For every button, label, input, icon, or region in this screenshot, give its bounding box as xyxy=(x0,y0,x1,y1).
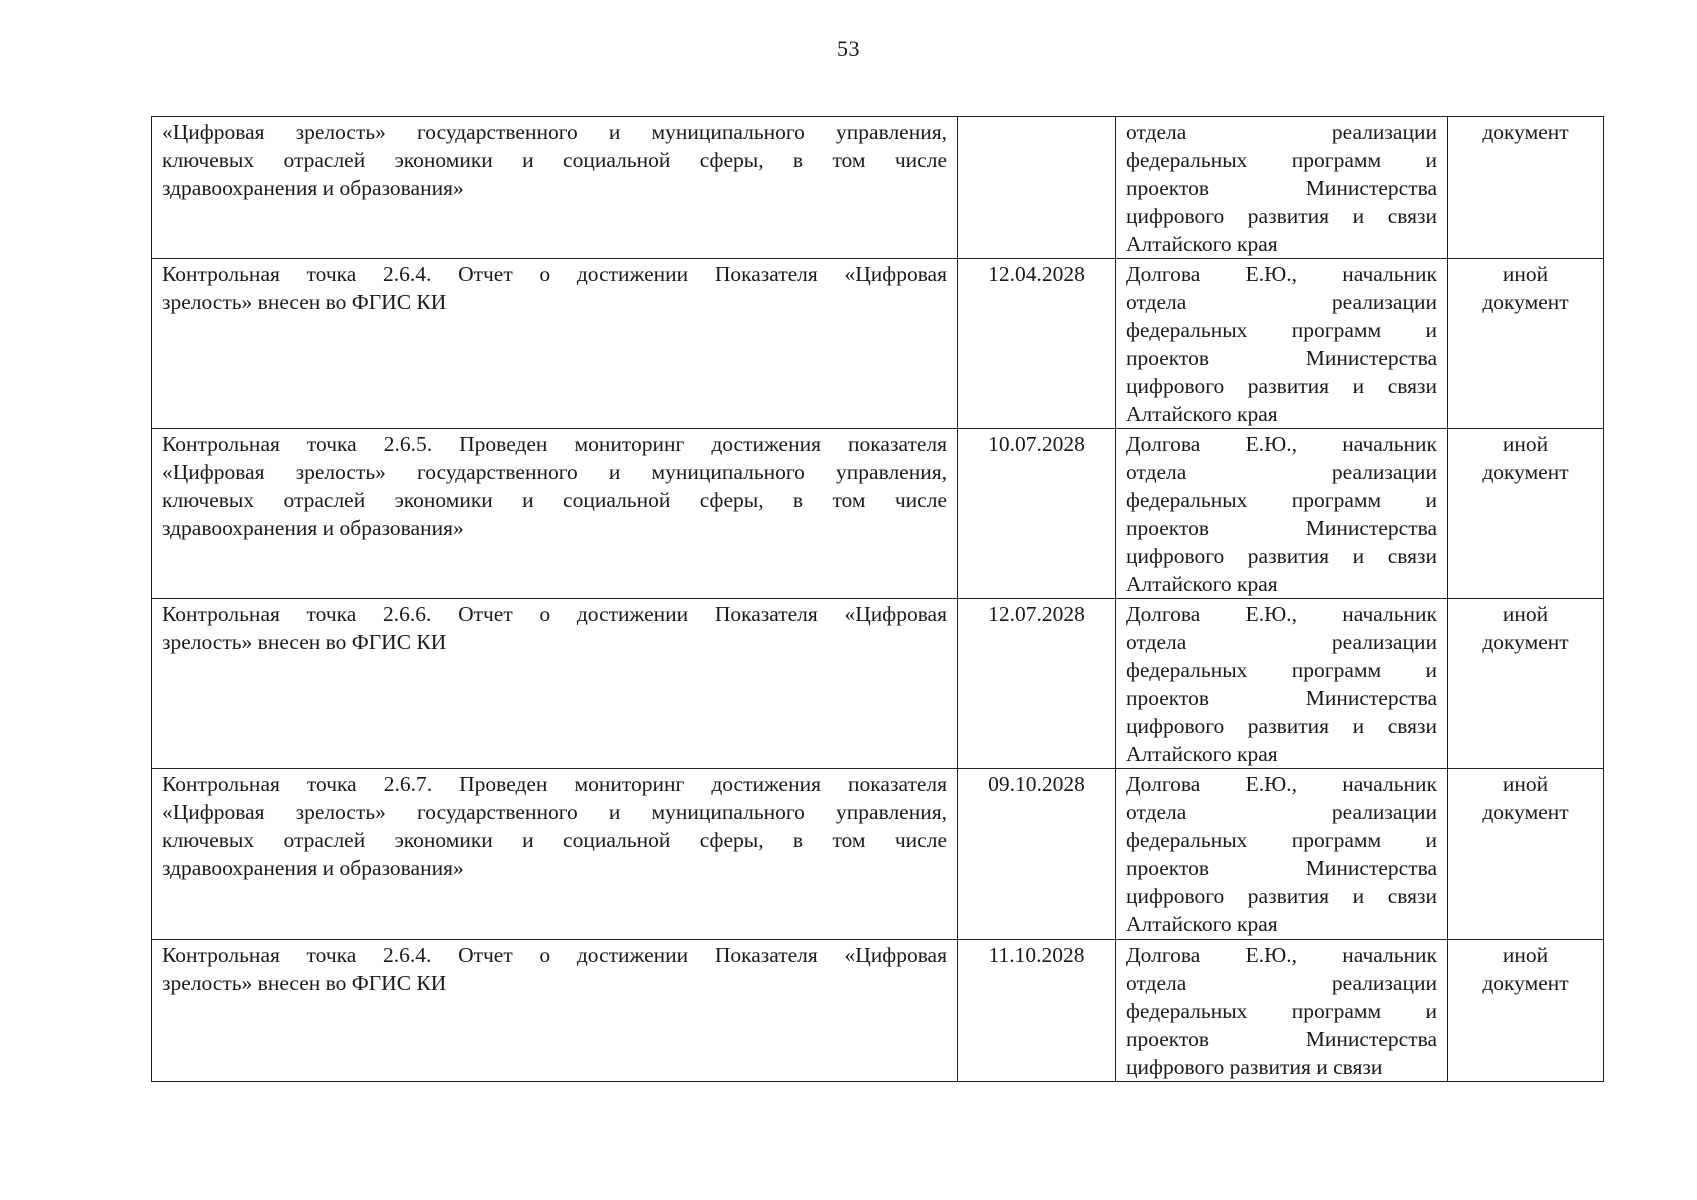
description-line: здравоохранения и образования» xyxy=(162,176,464,200)
document-type-line: документ xyxy=(1482,120,1569,144)
responsible-line: Долгова Е.Ю., начальник xyxy=(1126,602,1437,626)
description-line: зрелость» внесен во ФГИС КИ xyxy=(162,630,447,654)
document-type-line: иной xyxy=(1502,943,1549,967)
responsible-line: цифрового развития и связи xyxy=(1126,204,1437,228)
description-line: «Цифровая зрелость» государственного и муниципального управления, xyxy=(162,120,947,144)
responsible-line: федеральных программ и xyxy=(1126,999,1437,1023)
deadline-date: 09.10.2028 xyxy=(988,772,1085,796)
responsible-line: Алтайского края xyxy=(1126,232,1278,256)
document-type-line: иной xyxy=(1502,772,1549,796)
deadline-cell xyxy=(958,117,1116,259)
document-type-line: документ xyxy=(1482,290,1569,314)
document-type-cell xyxy=(1448,259,1604,429)
responsible-line: федеральных программ и xyxy=(1126,828,1437,852)
page-number: 53 xyxy=(837,36,860,61)
table-row xyxy=(152,259,1604,429)
responsible-line: проектов Министерства xyxy=(1126,1027,1437,1051)
document-type-cell xyxy=(1448,429,1604,599)
table-row xyxy=(152,940,1604,1082)
responsible-cell xyxy=(1116,940,1448,1082)
document-type-line: документ xyxy=(1482,460,1569,484)
responsible-line: федеральных программ и xyxy=(1126,318,1437,342)
responsible-cell xyxy=(1116,769,1448,940)
deadline-cell xyxy=(958,259,1116,429)
description-cell xyxy=(152,769,958,940)
document-type-line: документ xyxy=(1482,630,1569,654)
responsible-line: отдела реализации xyxy=(1126,460,1437,484)
document-type-line: документ xyxy=(1482,971,1569,995)
responsible-line: отдела реализации xyxy=(1126,800,1437,824)
responsible-line: проектов Министерства xyxy=(1126,686,1437,710)
description-line: «Цифровая зрелость» государственного и муниципального управления, xyxy=(162,800,947,824)
responsible-line: отдела реализации xyxy=(1126,630,1437,654)
responsible-line: федеральных программ и xyxy=(1126,148,1437,172)
responsible-line: Алтайского края xyxy=(1126,742,1278,766)
deadline-cell xyxy=(958,940,1116,1082)
document-type-line: иной xyxy=(1502,262,1549,286)
responsible-line: Алтайского края xyxy=(1126,402,1278,426)
description-line: зрелость» внесен во ФГИС КИ xyxy=(162,971,447,995)
responsible-line: отдела реализации xyxy=(1126,290,1437,314)
responsible-line: цифрового развития и связи xyxy=(1126,884,1437,908)
responsible-line: цифрового развития и связи xyxy=(1126,714,1437,738)
table-row xyxy=(152,117,1604,259)
responsible-line: проектов Министерства xyxy=(1126,346,1437,370)
document-type-cell xyxy=(1448,117,1604,259)
description-cell xyxy=(152,259,958,429)
responsible-line: цифрового развития и связи xyxy=(1126,544,1437,568)
responsible-line: федеральных программ и xyxy=(1126,658,1437,682)
description-line: Контрольная точка 2.6.5. Проведен мониторинг достижения показателя xyxy=(162,432,947,456)
deadline-cell xyxy=(958,769,1116,940)
table-body xyxy=(152,117,1604,1082)
description-cell xyxy=(152,940,958,1082)
description-line: Контрольная точка 2.6.4. Отчет о достижении Показателя «Цифровая xyxy=(162,262,947,286)
description-cell xyxy=(152,429,958,599)
responsible-line: Алтайского края xyxy=(1126,572,1278,596)
document-type-cell xyxy=(1448,769,1604,940)
responsible-line: цифрового развития и связи xyxy=(1126,1055,1383,1079)
description-cell xyxy=(152,599,958,769)
responsible-line: Долгова Е.Ю., начальник xyxy=(1126,432,1437,456)
description-line: здравоохранения и образования» xyxy=(162,856,464,880)
document-type-line: документ xyxy=(1482,800,1569,824)
responsible-line: проектов Министерства xyxy=(1126,176,1437,200)
document-type-cell xyxy=(1448,940,1604,1082)
description-line: ключевых отраслей экономики и социальной сферы, в том числе xyxy=(162,148,947,172)
description-line: Контрольная точка 2.6.7. Проведен мониторинг достижения показателя xyxy=(162,772,947,796)
responsible-cell xyxy=(1116,599,1448,769)
responsible-line: федеральных программ и xyxy=(1126,488,1437,512)
description-line: здравоохранения и образования» xyxy=(162,516,464,540)
description-line: «Цифровая зрелость» государственного и муниципального управления, xyxy=(162,460,947,484)
table-row xyxy=(152,429,1604,599)
responsible-line: проектов Министерства xyxy=(1126,856,1437,880)
deadline-date: 12.07.2028 xyxy=(988,602,1085,626)
responsible-line: Долгова Е.Ю., начальник xyxy=(1126,262,1437,286)
responsible-line: Долгова Е.Ю., начальник xyxy=(1126,943,1437,967)
description-line: Контрольная точка 2.6.4. Отчет о достижении Показателя «Цифровая xyxy=(162,943,947,967)
description-line: ключевых отраслей экономики и социальной сферы, в том числе xyxy=(162,488,947,512)
document-type-cell xyxy=(1448,599,1604,769)
document-type-line: иной xyxy=(1502,602,1549,626)
description-line: зрелость» внесен во ФГИС КИ xyxy=(162,290,447,314)
responsible-cell xyxy=(1116,117,1448,259)
deadline-date: 12.04.2028 xyxy=(988,262,1085,286)
description-line: Контрольная точка 2.6.6. Отчет о достижении Показателя «Цифровая xyxy=(162,602,947,626)
description-cell xyxy=(152,117,958,259)
deadline-cell xyxy=(958,429,1116,599)
responsible-line: отдела реализации xyxy=(1126,971,1437,995)
deadline-date: 10.07.2028 xyxy=(988,432,1085,456)
table-row xyxy=(152,769,1604,940)
responsible-line: Долгова Е.Ю., начальник xyxy=(1126,772,1437,796)
responsible-cell xyxy=(1116,259,1448,429)
deadline-date: 11.10.2028 xyxy=(988,943,1085,967)
responsible-cell xyxy=(1116,429,1448,599)
responsible-line: Алтайского края xyxy=(1126,912,1278,936)
responsible-line: отдела реализации xyxy=(1126,120,1437,144)
control-points-table xyxy=(151,116,1604,1082)
table-row xyxy=(152,599,1604,769)
document-type-line: иной xyxy=(1502,432,1549,456)
responsible-line: проектов Министерства xyxy=(1126,516,1437,540)
responsible-line: цифрового развития и связи xyxy=(1126,374,1437,398)
description-line: ключевых отраслей экономики и социальной сферы, в том числе xyxy=(162,828,947,852)
deadline-cell xyxy=(958,599,1116,769)
